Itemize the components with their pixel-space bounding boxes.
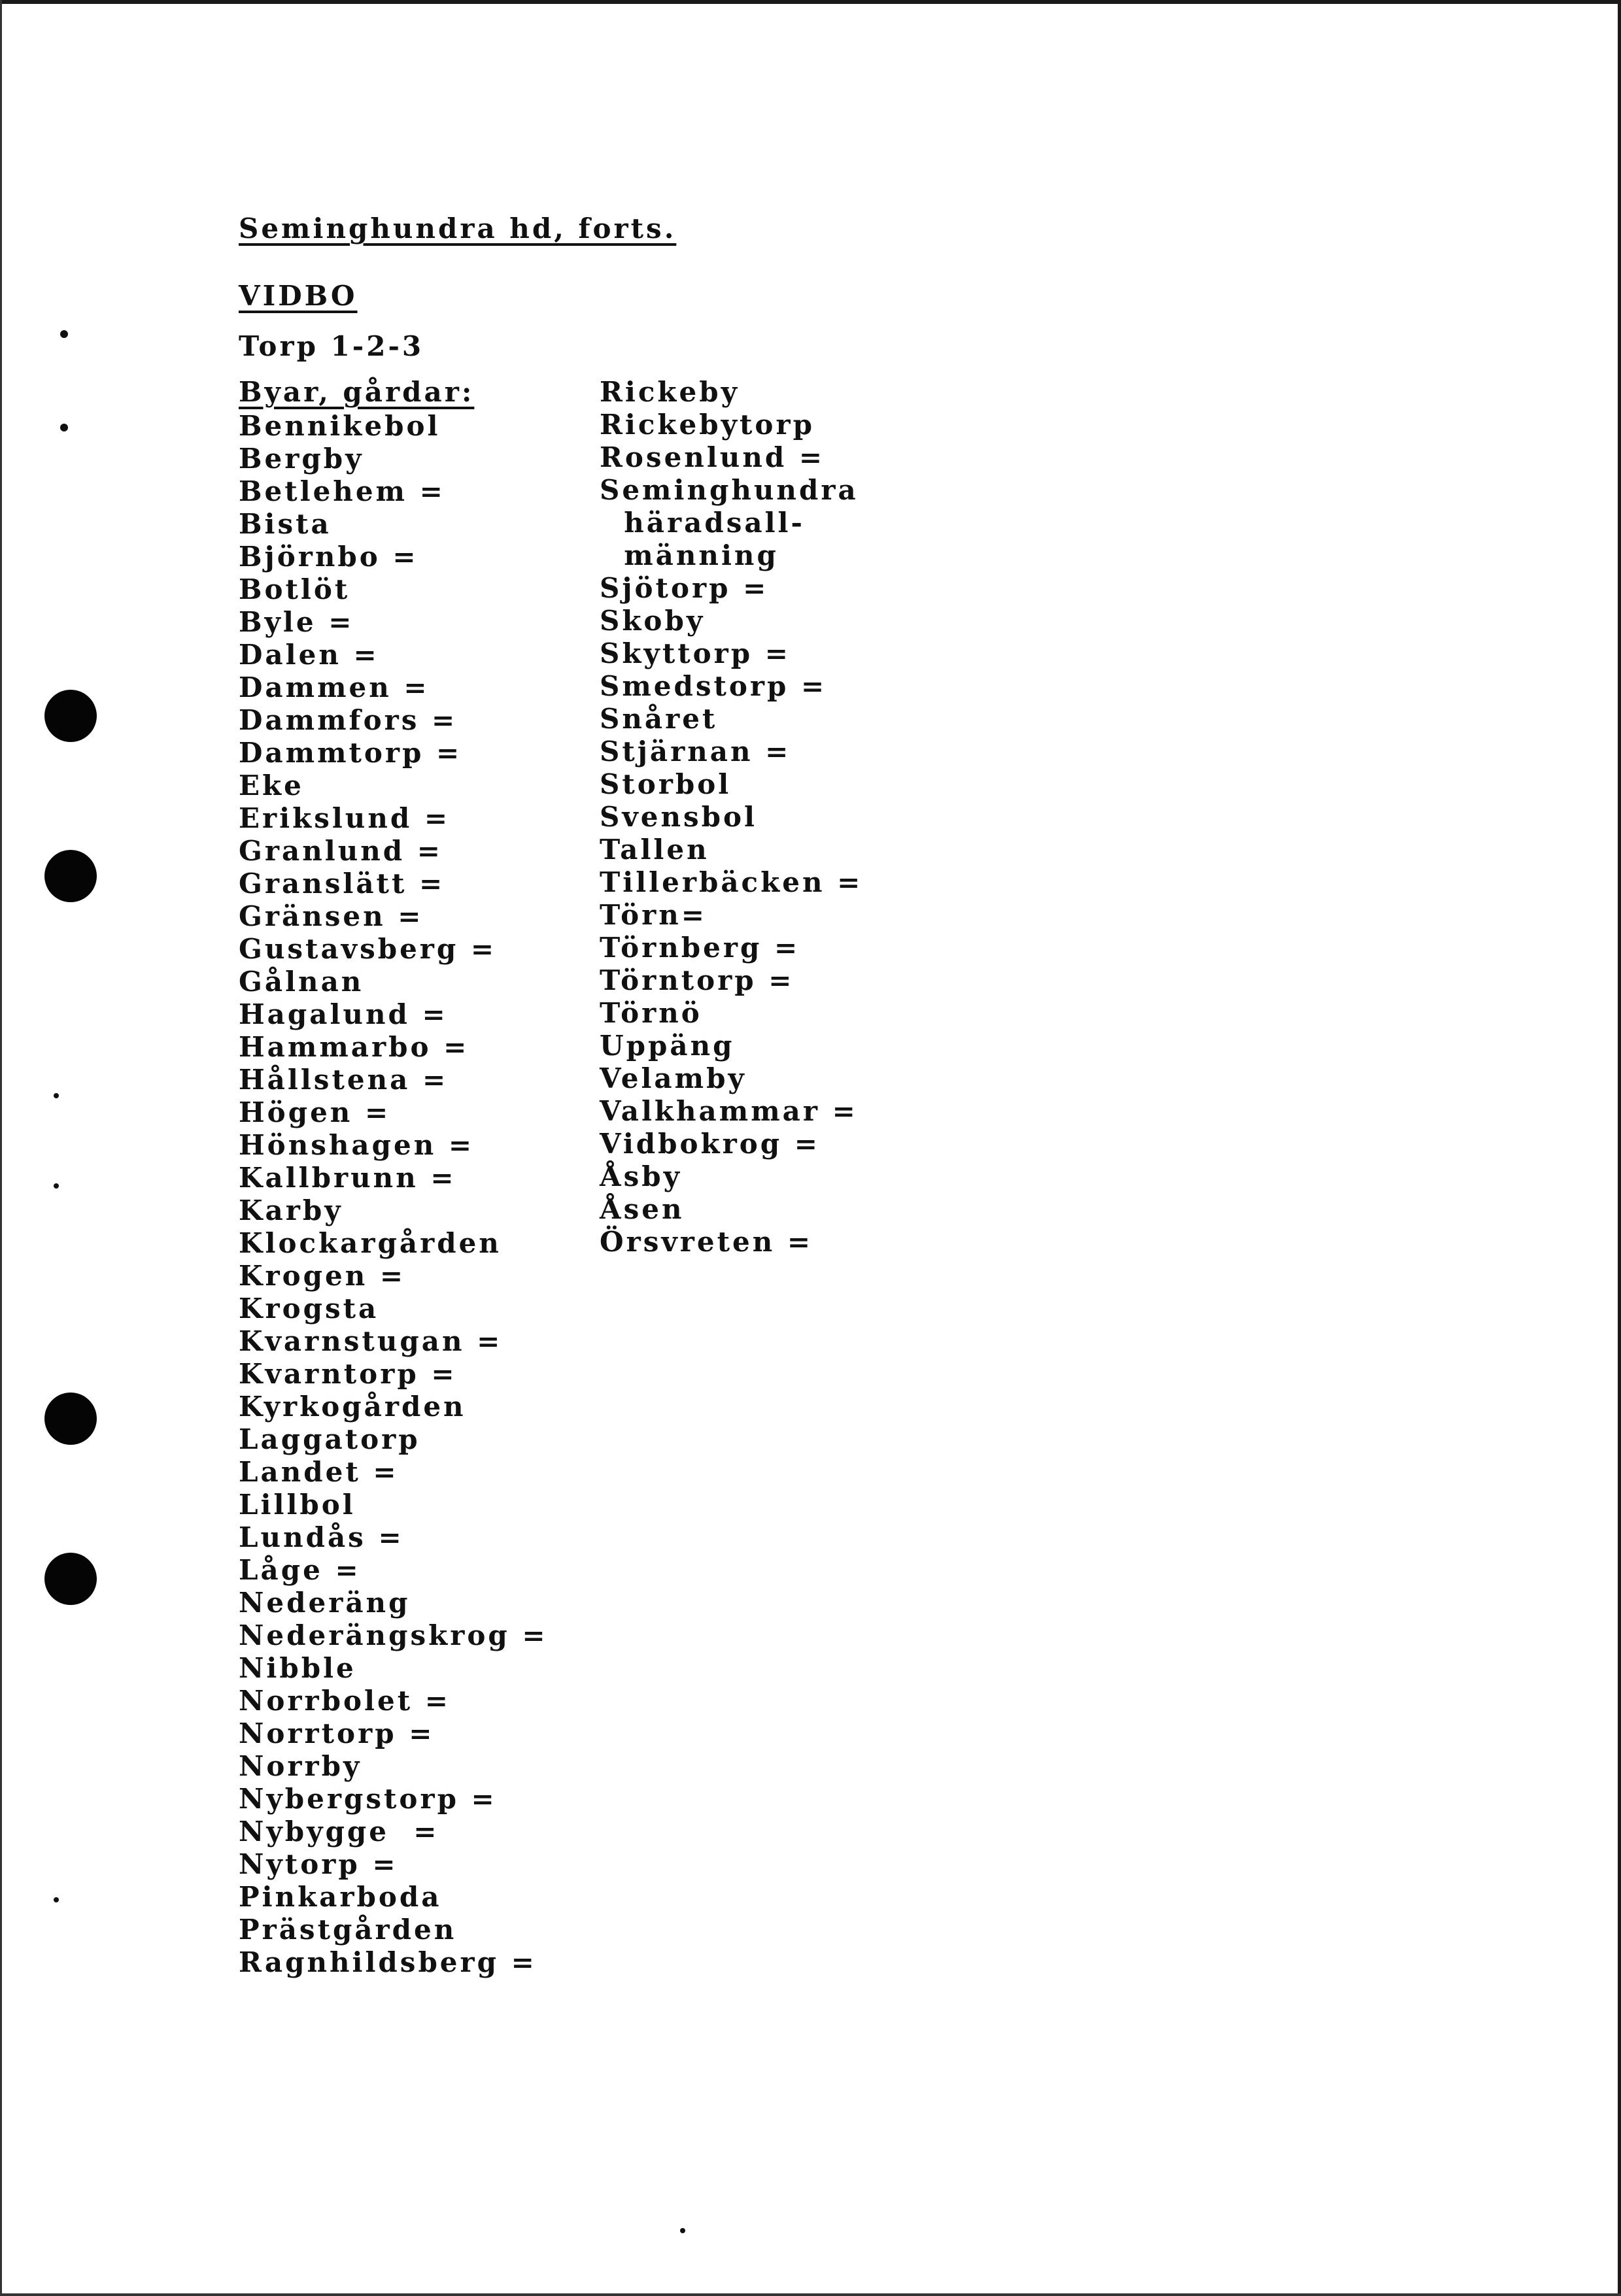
- place-entry: Bennikebol: [239, 410, 441, 442]
- place-entry: Gränsen =: [239, 900, 424, 932]
- punch-hole: [44, 1553, 97, 1605]
- place-entry: Erikslund =: [239, 802, 451, 834]
- place-entry: Bista: [239, 508, 332, 540]
- place-entry: Tillerbäcken =: [600, 866, 863, 898]
- place-entry: Ragnhildsberg =: [239, 1946, 537, 1978]
- margin-mark: [60, 424, 68, 431]
- place-entry: Norrby: [239, 1750, 362, 1782]
- place-entry: Dammtorp =: [239, 737, 462, 769]
- place-entry: Dalen =: [239, 639, 379, 671]
- place-entry: Nybergstorp =: [239, 1783, 497, 1815]
- place-entry: Vidbokrog =: [600, 1128, 820, 1160]
- margin-mark: [54, 1897, 59, 1902]
- place-entry: Storbol: [600, 768, 732, 800]
- place-entry: Rosenlund =: [600, 441, 825, 473]
- place-entry: Eke: [239, 769, 304, 802]
- place-entry: Sjötorp =: [600, 572, 769, 604]
- place-entry: Valkhammar =: [600, 1095, 858, 1127]
- place-entry: Åsby: [600, 1160, 683, 1192]
- column-1-header: Byar, gårdar:: [239, 376, 475, 408]
- place-entry: Bergby: [239, 443, 364, 475]
- scan-edge-right: [1618, 0, 1621, 2296]
- scan-edge-top: [0, 0, 1621, 4]
- margin-mark: [54, 1093, 59, 1098]
- place-entry: Tallen: [600, 834, 709, 866]
- place-entry: Törntorp =: [600, 964, 794, 996]
- place-entry: Hammarbo =: [239, 1031, 469, 1063]
- place-entry: Svensbol: [600, 801, 757, 833]
- place-entry: Lillbol: [239, 1489, 356, 1521]
- place-entry: Rickeby: [600, 376, 740, 408]
- place-entry: Nibble: [239, 1652, 356, 1684]
- place-entry: Skoby: [600, 605, 706, 637]
- scan-edge-bottom: [0, 2293, 1621, 2296]
- place-entry: Seminghundra: [600, 474, 859, 506]
- place-entry: Dammfors =: [239, 704, 458, 736]
- place-entry: Pinkarboda: [239, 1881, 442, 1913]
- place-entry: Laggatorp: [239, 1423, 420, 1455]
- place-entry: Landet =: [239, 1456, 399, 1488]
- place-entry: Låge =: [239, 1554, 361, 1586]
- place-entry: Gustavsberg =: [239, 933, 497, 965]
- place-entry: Kallbrunn =: [239, 1162, 456, 1194]
- place-entry: Granslätt =: [239, 868, 445, 900]
- place-entry: Klockargården: [239, 1227, 502, 1259]
- place-entry: Smedstorp =: [600, 670, 827, 702]
- place-entry: Gålnan: [239, 966, 364, 998]
- place-entry: Kvarnstugan =: [239, 1325, 503, 1357]
- margin-mark: [54, 1183, 59, 1189]
- place-entry: Krogen =: [239, 1260, 406, 1292]
- place-entry: Hållstena =: [239, 1064, 449, 1096]
- place-entry: Prästgården: [239, 1914, 457, 1946]
- place-entry: Dammen =: [239, 671, 430, 703]
- place-entry: Stjärnan =: [600, 735, 791, 768]
- place-entry: Högen =: [239, 1096, 391, 1128]
- punch-hole: [44, 1393, 97, 1445]
- place-entry: Velamby: [600, 1062, 747, 1094]
- place-entry: Åsen: [600, 1193, 685, 1225]
- place-entry: männing: [600, 539, 779, 571]
- place-entry: Byle =: [239, 606, 354, 638]
- sheet-label: Torp 1-2-3: [239, 330, 424, 362]
- margin-mark: [680, 2228, 685, 2233]
- place-entry: Norrtorp =: [239, 1717, 435, 1749]
- place-entry: Hönshagen =: [239, 1129, 475, 1161]
- place-entry: Kyrkogården: [239, 1391, 466, 1423]
- place-entry: Norrbolet =: [239, 1685, 451, 1717]
- punch-hole: [44, 690, 97, 742]
- margin-mark: [60, 330, 68, 338]
- place-list-column-2: [600, 376, 862, 1258]
- place-entry: Karby: [239, 1194, 343, 1226]
- place-entry: Uppäng: [600, 1030, 735, 1062]
- document-heading: Seminghundra hd, forts.: [239, 212, 677, 245]
- place-entry: Nederäng: [239, 1587, 411, 1619]
- place-entry: Rickebytorp: [600, 409, 815, 441]
- place-entry: Skyttorp =: [600, 637, 791, 669]
- place-entry: Nederängskrog =: [239, 1619, 548, 1651]
- place-entry: Krogsta: [239, 1292, 379, 1325]
- place-entry: Betlehem =: [239, 475, 445, 507]
- place-entry: Nybygge =: [239, 1815, 439, 1848]
- place-entry: Kvarntorp =: [239, 1358, 457, 1390]
- place-entry: Hagalund =: [239, 998, 448, 1030]
- place-entry: Granlund =: [239, 835, 443, 867]
- place-entry: Törn=: [600, 899, 707, 931]
- place-entry: Snåret: [600, 703, 718, 735]
- place-entry: Lundås =: [239, 1521, 404, 1553]
- parish-name: VIDBO: [239, 280, 358, 312]
- place-entry: Botlöt: [239, 573, 350, 605]
- place-entry: Örsvreten =: [600, 1226, 813, 1258]
- place-entry: Nytorp =: [239, 1848, 398, 1880]
- place-entry: Törnö: [600, 997, 702, 1029]
- place-entry: häradsall-: [600, 507, 805, 539]
- scan-edge-left: [0, 0, 2, 2296]
- punch-hole: [44, 850, 97, 902]
- place-entry: Törnberg =: [600, 932, 800, 964]
- place-list-column-1: [239, 410, 548, 1979]
- place-entry: Björnbo =: [239, 541, 418, 573]
